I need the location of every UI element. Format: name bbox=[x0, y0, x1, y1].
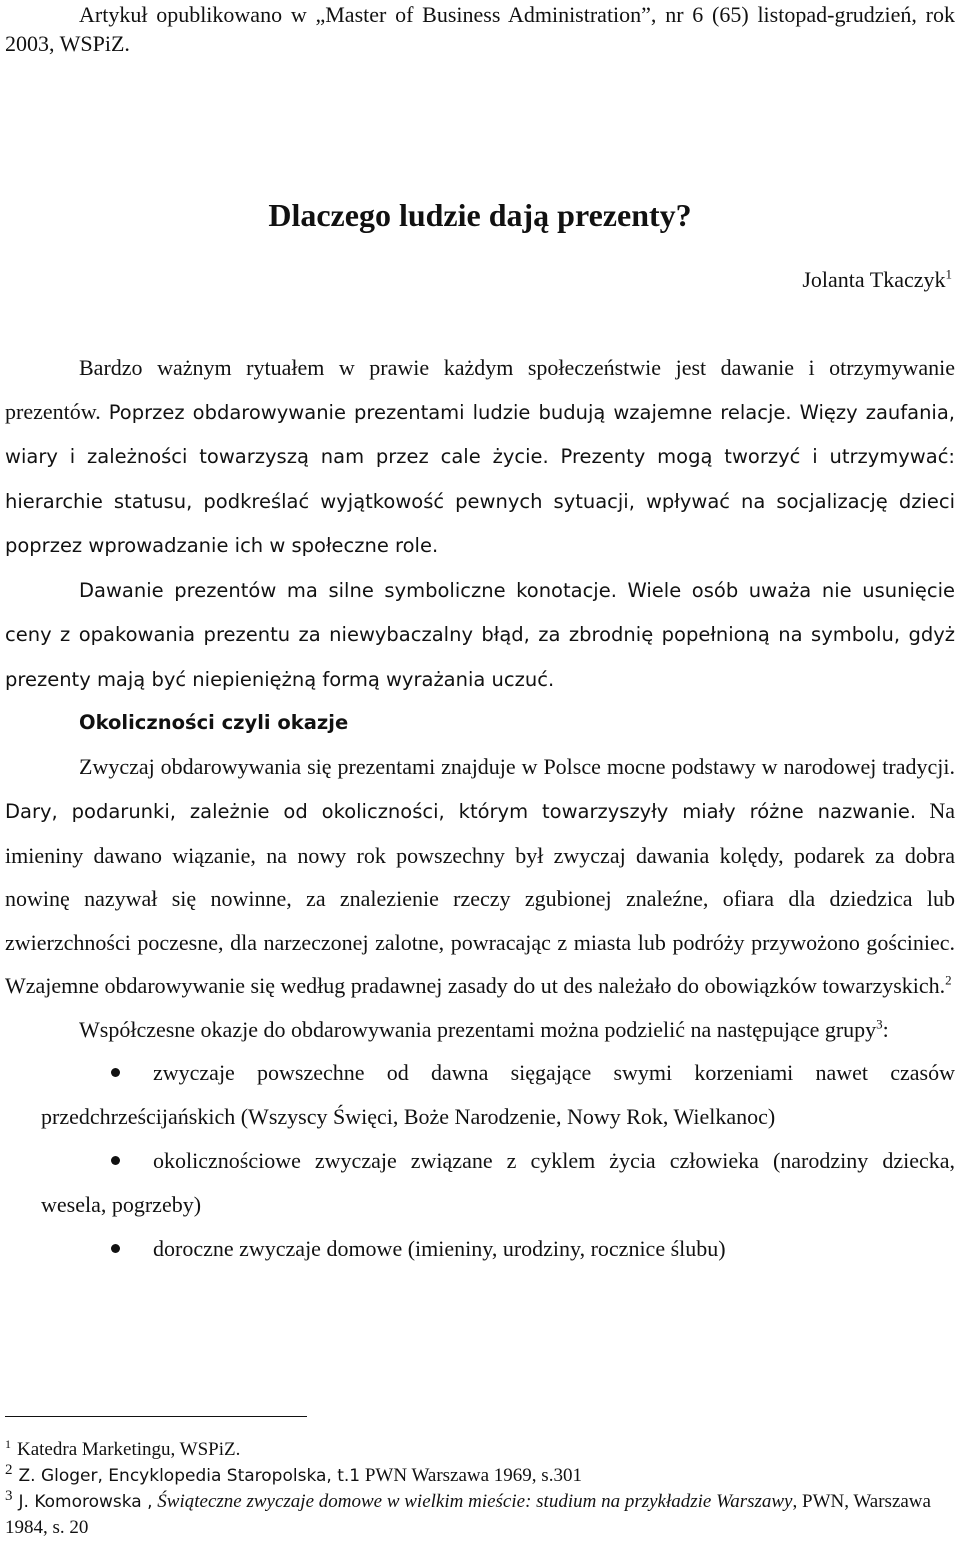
bullet-icon bbox=[111, 1244, 120, 1253]
list-item-text: zwyczaje powszechne od dawna sięgające swymi korzeniami nawet czasów przedchrześcijańskich (Wszyscy Święci, Boże Narodzenie, Nowy Rok, Wielkanoc) bbox=[41, 1060, 955, 1129]
footnote-text-sans: Z. Gloger, Encyklopedia Staropolska, t.1 bbox=[18, 1466, 361, 1486]
paragraph-2-text: Dawanie prezentów ma silne symboliczne konotacje. Wiele osób uważa nie usunięcie ceny z opakowania prezentu za niewybaczalny błąd, za zbrodnię popełnioną na symbolu, gdyż prezenty mają być niepieniężną formą wyrażania uczuć. bbox=[5, 578, 955, 691]
footnote-separator bbox=[5, 1416, 307, 1417]
footnote-number: 2 bbox=[5, 1461, 13, 1478]
footnote-number: 1 bbox=[5, 1436, 11, 1451]
list-item-text: doroczne zwyczaje domowe (imieniny, urodziny, rocznice ślubu) bbox=[153, 1236, 726, 1261]
footnote-number: 3 bbox=[5, 1487, 13, 1504]
footnote-text-serif: , PWN, Warszawa 1984, s. 20 bbox=[5, 1491, 931, 1538]
paragraph-3-part-3: Na imieniny dawano wiązanie, na nowy rok powszechny był zwyczaj dawania kolędy, podarek za dobra nowinę nazywał się nowinne, za znalezienie rzeczy zgubionej znaleźne, ofiara dla dziedzica lub zwierzchności poczesne, dla narzeczonej zalotne, powracając z miasta lub podróży przywożono gościniec. Wzajemne obdarowywanie się według pradawnej zasady do ut des należało do obowiązków towarzyskich. bbox=[5, 798, 955, 998]
list-item-text: okolicznościowe zwyczaje związane z cyklem życia człowieka (narodziny dziecka, wesela, pogrzeby) bbox=[41, 1148, 955, 1217]
paragraph-groups bbox=[5, 1008, 955, 1052]
footnote-text: Katedra Marketingu, WSPiZ. bbox=[17, 1439, 241, 1460]
document-title: Dlaczego ludzie dają prezenty? bbox=[268, 197, 692, 233]
article-body bbox=[5, 346, 955, 1271]
bullet-icon bbox=[111, 1156, 120, 1165]
paragraph-4-text: Współczesne okazje do obdarowywania prezentami można podzielić na następujące grupy bbox=[79, 1016, 877, 1042]
paragraph-3-part-2: Dary, podarunki, zależnie od okoliczności, którym towarzyszyły miały różne nazwanie. bbox=[5, 800, 917, 823]
footnote-text-sans: J. Komorowska , bbox=[18, 1492, 153, 1512]
footnote-1 bbox=[5, 1437, 955, 1463]
footnote-text-serif: PWN Warszawa 1969, s.301 bbox=[360, 1465, 582, 1486]
list-item bbox=[5, 1227, 955, 1271]
section-heading: Okoliczności czyli okazje bbox=[79, 711, 349, 734]
paragraph-tradition bbox=[5, 745, 955, 1008]
paragraph-symbolic bbox=[5, 568, 955, 702]
paragraph-3-part-1: Zwyczaj obdarowywania się prezentami znajduje w Polsce mocne podstawy w narodowej tradycji. bbox=[79, 753, 955, 779]
intro-part-2: Poprzez obdarowywanie prezentami ludzie budują wzajemne relacje. Więzy zaufania, wiary i zależności towarzyszą nam przez cale życie. Prezenty mogą tworzyć i utrzymywać: hierarchie statusu, podkreślać wyjątkowość pewnych sytuacji, wpływać na socjalizację dzieci poprzez wprowadzanie ich w społeczne role. bbox=[5, 400, 955, 557]
footnote-text-italic: Świąteczne zwyczaje domowe w wielkim mieście: studium na przykładzie Warszawy bbox=[152, 1491, 793, 1512]
footnote-ref-2: 2 bbox=[945, 972, 952, 988]
footnotes bbox=[5, 1437, 955, 1541]
intro-paragraph bbox=[5, 346, 955, 568]
footnote-ref-1: 1 bbox=[945, 266, 952, 282]
publication-note bbox=[5, 0, 955, 58]
footnote-ref-3: 3 bbox=[876, 1016, 883, 1032]
list-item bbox=[5, 1051, 955, 1139]
intro-part-1: Bardzo ważnym rytuałem w prawie każdym społeczeństwie jest dawanie i otrzymywanie prezentów. bbox=[5, 355, 955, 424]
publication-note-text: Artykuł opublikowano w „Master of Business Administration”, nr 6 (65) listopad-grudzień, rok 2003, WSPiZ. bbox=[5, 2, 955, 56]
bullet-icon bbox=[111, 1068, 120, 1077]
author-line bbox=[802, 266, 952, 294]
footnote-2 bbox=[5, 1463, 955, 1489]
paragraph-4-suffix: : bbox=[882, 1016, 889, 1042]
list-item bbox=[5, 1139, 955, 1227]
occasion-list bbox=[5, 1051, 955, 1271]
footnote-3 bbox=[5, 1489, 955, 1541]
author-name: Jolanta Tkaczyk bbox=[802, 267, 946, 292]
